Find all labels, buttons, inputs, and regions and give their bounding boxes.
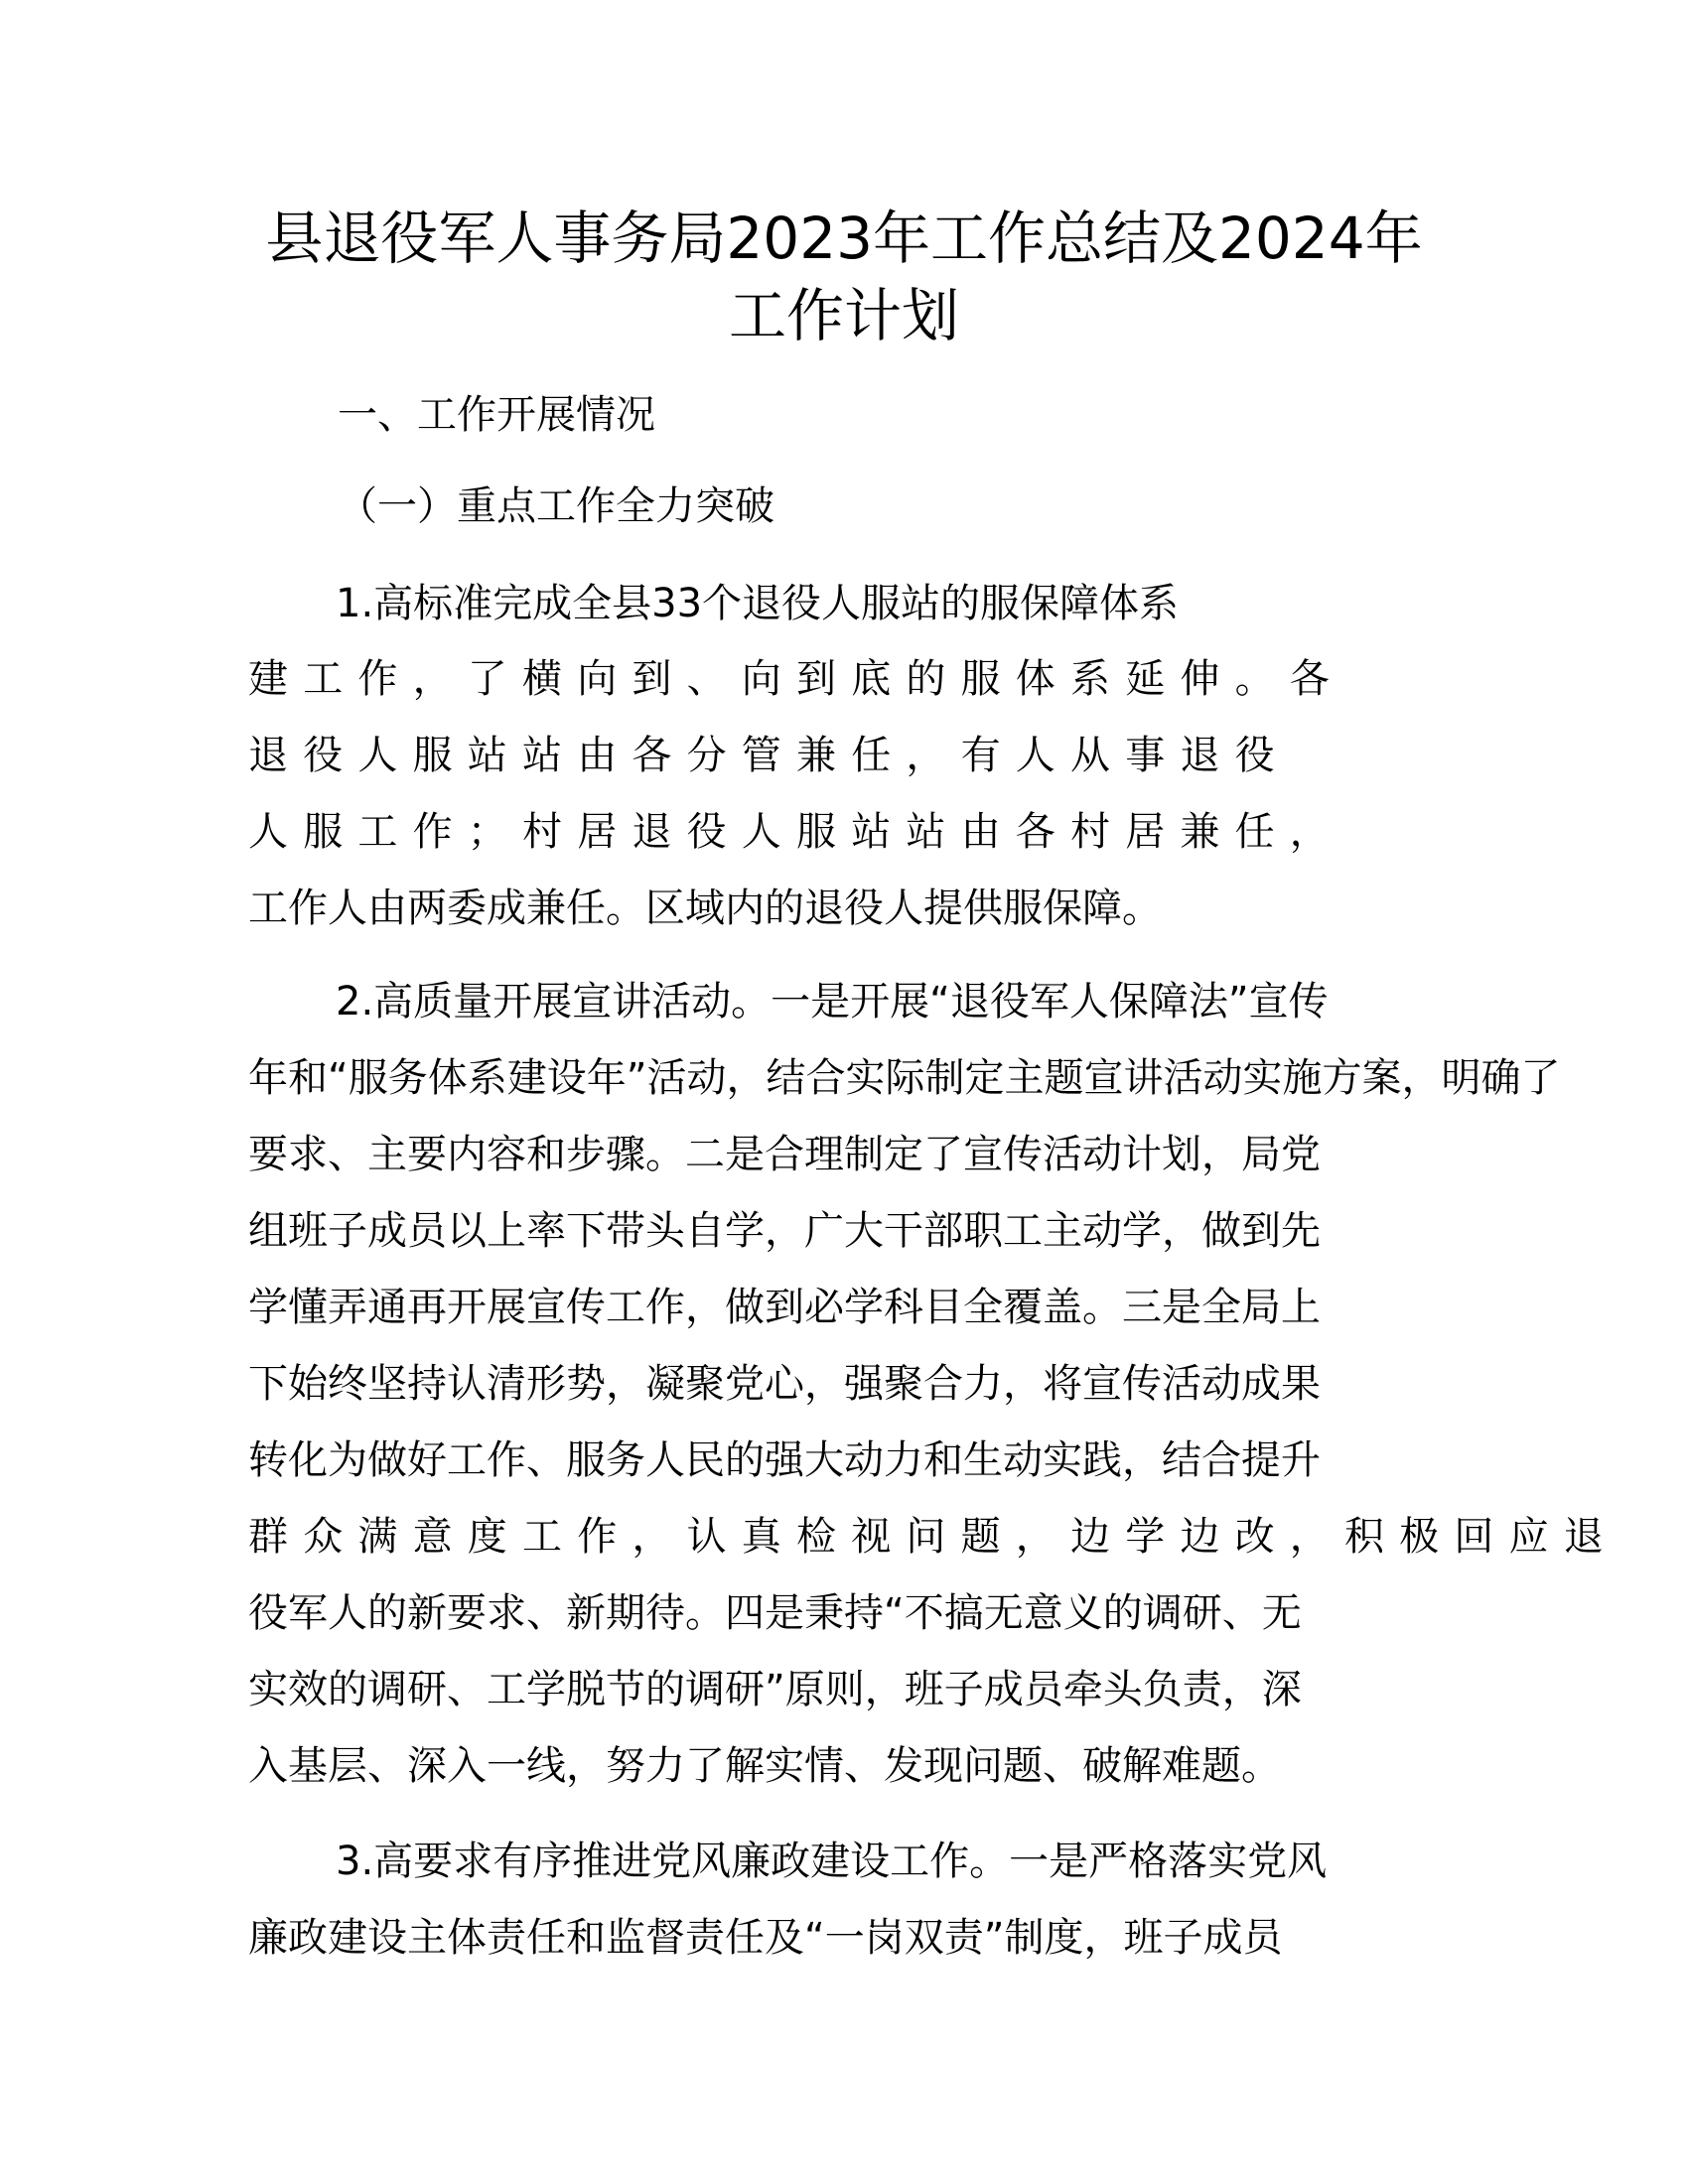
- paragraph-2-line-7: 转化为做好工作、服务人民的强大动力和生动实践，结合提升: [248, 1437, 1321, 1483]
- paragraph-2-line-4: 组班子成员以上率下带头自学，广大干部职工主动学，做到先: [248, 1208, 1321, 1254]
- paragraph-1-line-3: 退役人服站站由各分管兼任，有人从事退役: [248, 733, 1290, 778]
- section-heading: 一、工作开展情况: [338, 392, 655, 438]
- paragraph-1-line-5: 工作人由两委成兼任。区域内的退役人提供服保障。: [248, 886, 1162, 931]
- paragraph-3-line-1: 3.高要求有序推进党风廉政建设工作。一是严格落实党风: [336, 1839, 1328, 1884]
- document-title-line-1: 县退役军人事务局2023年工作总结及2024年: [265, 205, 1423, 272]
- paragraph-2-line-2: 年和“服务体系建设年”活动，结合实际制定主题宣讲活动实施方案，明确了: [248, 1055, 1561, 1101]
- paragraph-2-line-3: 要求、主要内容和步骤。二是合理制定了宣传活动计划，局党: [248, 1132, 1321, 1177]
- paragraph-2-line-10: 实效的调研、工学脱节的调研”原则，班子成员牵头负责，深: [248, 1667, 1302, 1712]
- paragraph-2-line-9: 役军人的新要求、新期待。四是秉持“不搞无意义的调研、无: [248, 1590, 1302, 1636]
- paragraph-2-line-6: 下始终坚持认清形势，凝聚党心，强聚合力，将宣传活动成果: [248, 1361, 1321, 1407]
- paragraph-2-line-11: 入基层、深入一线，努力了解实情、发现问题、破解难题。: [248, 1743, 1281, 1789]
- paragraph-2-line-1: 2.高质量开展宣讲活动。一是开展“退役军人保障法”宣传: [336, 979, 1329, 1024]
- paragraph-1-line-4: 人服工作；村居退役人服站站由各村居兼任，: [248, 809, 1344, 855]
- paragraph-3-line-2: 廉政建设主体责任和监督责任及“一岗双责”制度，班子成员: [248, 1915, 1283, 1961]
- paragraph-1-line-2: 建工作，了横向到、向到底的服体系延伸。各: [248, 656, 1344, 702]
- document-title-line-2: 工作计划: [728, 282, 959, 349]
- paragraph-2-line-8: 群众满意度工作，认真检视问题，边学边改，积极回应退: [248, 1514, 1618, 1560]
- paragraph-1-line-1: 1.高标准完成全县33个退役人服站的服保障体系: [336, 581, 1180, 626]
- paragraph-2-line-5: 学懂弄通再开展宣传工作，做到必学科目全覆盖。三是全局上: [248, 1285, 1321, 1330]
- subsection-heading: （一）重点工作全力突破: [338, 483, 774, 529]
